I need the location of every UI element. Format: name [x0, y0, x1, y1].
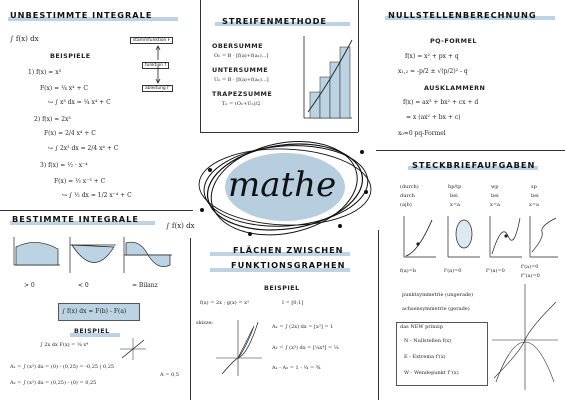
null-aus: AUSKLAMMERN — [424, 84, 486, 92]
flaechen-line3: A₁ - A₂ = 1 - ¼ = ¾ — [272, 365, 321, 371]
unbestimmt-sub: BEISPIELE — [50, 52, 91, 60]
steck-col1-f: f(a)=b — [400, 268, 417, 274]
ex1-line1: 1) f(x) = x³ — [28, 69, 61, 76]
steck-symmetry-graph — [490, 282, 560, 392]
streifen-graph — [300, 32, 355, 122]
ex2-line3: ↪ ∫ 2x³ dx = 2/4 x⁴ + C — [48, 145, 119, 152]
steck-sym2: achsensymmetrie (gerade) — [402, 306, 470, 312]
bestimmt-cmp2: < 0 — [78, 282, 89, 289]
divider-streifen-right — [358, 0, 359, 132]
ex2-line2: F(x) = 2/4 x⁴ + C — [44, 130, 96, 137]
streifen-trapezsumme: TRAPEZSUMME — [212, 90, 273, 98]
streifen-obersumme: OBERSUMME — [212, 42, 263, 50]
bestimmt-cmp1: > 0 — [24, 282, 35, 289]
steck-col1-h3: (a|b) — [400, 202, 412, 208]
null-pq-line2: x₁,₂ = -p/2 ± √(p/2)² - q — [398, 68, 468, 75]
center-title: mathe — [228, 165, 337, 205]
ex3-line2: F(x) = ½ x⁻³ + C — [54, 178, 106, 185]
bestimmt-formula: ∫ f(x) dx = F(b) - F(a) — [62, 308, 127, 315]
bestimmt-ex2: A₂ = ∫ (x³) dx = (0,25) - (0) = 0,25 — [10, 380, 97, 386]
streifen-formula-u: Uₙ = B · [f(a)+f(a₁)...] — [214, 77, 269, 83]
bestimmt-graphs — [10, 235, 180, 275]
flaechen-skizze: skizze: — [196, 320, 214, 326]
tag-stammfunktion: stammfunktion F — [130, 37, 173, 44]
unbestimmt-title: UNBESTIMMTE INTEGRALE — [10, 10, 153, 20]
steck-col1-h2: durch — [400, 193, 415, 199]
streifen-untersumme: UNTERSUMME — [212, 66, 269, 74]
steck-col2-h: hp/tp — [448, 184, 462, 190]
steck-new-n: N - Nullstellen f(x) — [404, 338, 452, 344]
streifen-formula-o: Oₙ = B · [f(a)+f(a₁)...] — [214, 53, 269, 59]
flaechen-given: f(x) = 2x ; g(x) = x³ — [200, 300, 249, 306]
unbestimmt-intro: ∫ f(x) dx — [10, 35, 39, 43]
flaechen-line1: A₁ = ∫ (2x) dx = [x²] = 1 — [272, 324, 334, 330]
steck-col3-f: f''(a)=0 — [486, 268, 505, 274]
ex2-line1: 2) f(x) = 2x³ — [34, 116, 71, 123]
arrows-icon — [150, 44, 170, 88]
steck-new-w: W - Wendepunkt f''(x) — [404, 370, 459, 376]
steck-new-e: E - Extrema f'(x) — [404, 354, 446, 360]
null-aus-line3: x₀=0 pq-Formel — [398, 130, 446, 137]
steck-col3-h2: bei — [491, 193, 499, 199]
ex3-line3: ↪ ∫ ½ dx = 1/2 x⁻⁴ + C — [62, 192, 132, 199]
steck-graphs — [396, 212, 561, 262]
flaechen-interval: I = [0;1] — [282, 300, 304, 306]
divider-flaechen-left — [190, 238, 191, 400]
bestimmt-ex0: ∫ 2x dx F(x) = ¼ x⁴ — [40, 342, 89, 348]
bestimmt-ex-graph — [118, 336, 148, 362]
bestimmt-cmp3: = Bilanz — [132, 282, 158, 289]
null-aus-line2: = x (ax² + bx + c) — [406, 114, 461, 121]
streifen-title: STREIFENMETHODE — [222, 16, 327, 26]
steck-princip: das NEW prinzip — [400, 324, 443, 330]
tag-funktion: funktion f — [142, 62, 169, 69]
steck-col2-h2: bei — [450, 193, 458, 199]
ex1-line3: ↪ ∫ x³ dx = ¼ x⁴ + C — [48, 99, 111, 106]
flaechen-line2: A₂ = ∫ (x³) dx = [¼x⁴] = ¼ — [272, 345, 339, 351]
null-aus-line1: f(x) = ax³ + bx² + cx + d — [403, 99, 479, 106]
flaechen-graph — [214, 318, 264, 378]
steck-col1-h: (durch) — [400, 184, 419, 190]
steck-title: STECKBRIEFAUFGABEN — [412, 160, 536, 170]
steck-col2-f: f'(a)=0 — [444, 268, 462, 274]
flaechen-title2: FUNKTIONSGRAPHEN — [231, 260, 346, 270]
divider-streifen-left — [200, 0, 201, 132]
divider-top-left — [0, 210, 193, 211]
bestimmt-ex1: A₁ = ∫ (x³) dx = (0) - (0,25) = -0,25 | 0,25 — [10, 364, 115, 370]
ex3-line1: 3) f(x) = ½ · x⁻⁴ — [40, 162, 88, 169]
null-pq: PQ-FORMEL — [430, 37, 477, 45]
bestimmt-integral: ∫ f(x) dx — [166, 222, 195, 230]
steck-col3-h3: x=a — [490, 202, 500, 208]
bestimmt-sub: BEISPIEL — [74, 327, 110, 335]
steck-col4-f: f'(a)=0 f''(a)=0 — [521, 264, 540, 279]
flaechen-title1: FLÄCHEN ZWISCHEN — [233, 245, 344, 255]
divider-flaechen-right — [378, 230, 379, 400]
bestimmt-ex3: A = 0,5 — [160, 372, 179, 378]
divider-right-mid — [376, 150, 565, 151]
streifen-formula-t: Tₙ = (Oₙ+Uₙ)/2 — [222, 101, 261, 107]
ex1-line2: F(x) = ¼ x⁴ + C — [40, 85, 89, 92]
null-title: NULLSTELLENBERECHNUNG — [388, 10, 537, 20]
steck-col2-h3: x=a — [450, 202, 460, 208]
steck-col4-h: sp — [531, 184, 537, 190]
bestimmt-title: BESTIMMTE INTEGRALE — [12, 214, 139, 224]
steck-col4-h2: bei — [531, 193, 539, 199]
null-pq-line1: f(x) = x² + px + q — [405, 53, 459, 60]
steck-col3-h: wp — [491, 184, 499, 190]
steck-sym1: punktsymmetrie (ungerade) — [402, 292, 474, 298]
tag-ableitung: ableitung f' — [142, 85, 173, 92]
flaechen-sub: BEISPIEL — [264, 284, 300, 292]
steck-col4-h3: x=a — [529, 202, 539, 208]
